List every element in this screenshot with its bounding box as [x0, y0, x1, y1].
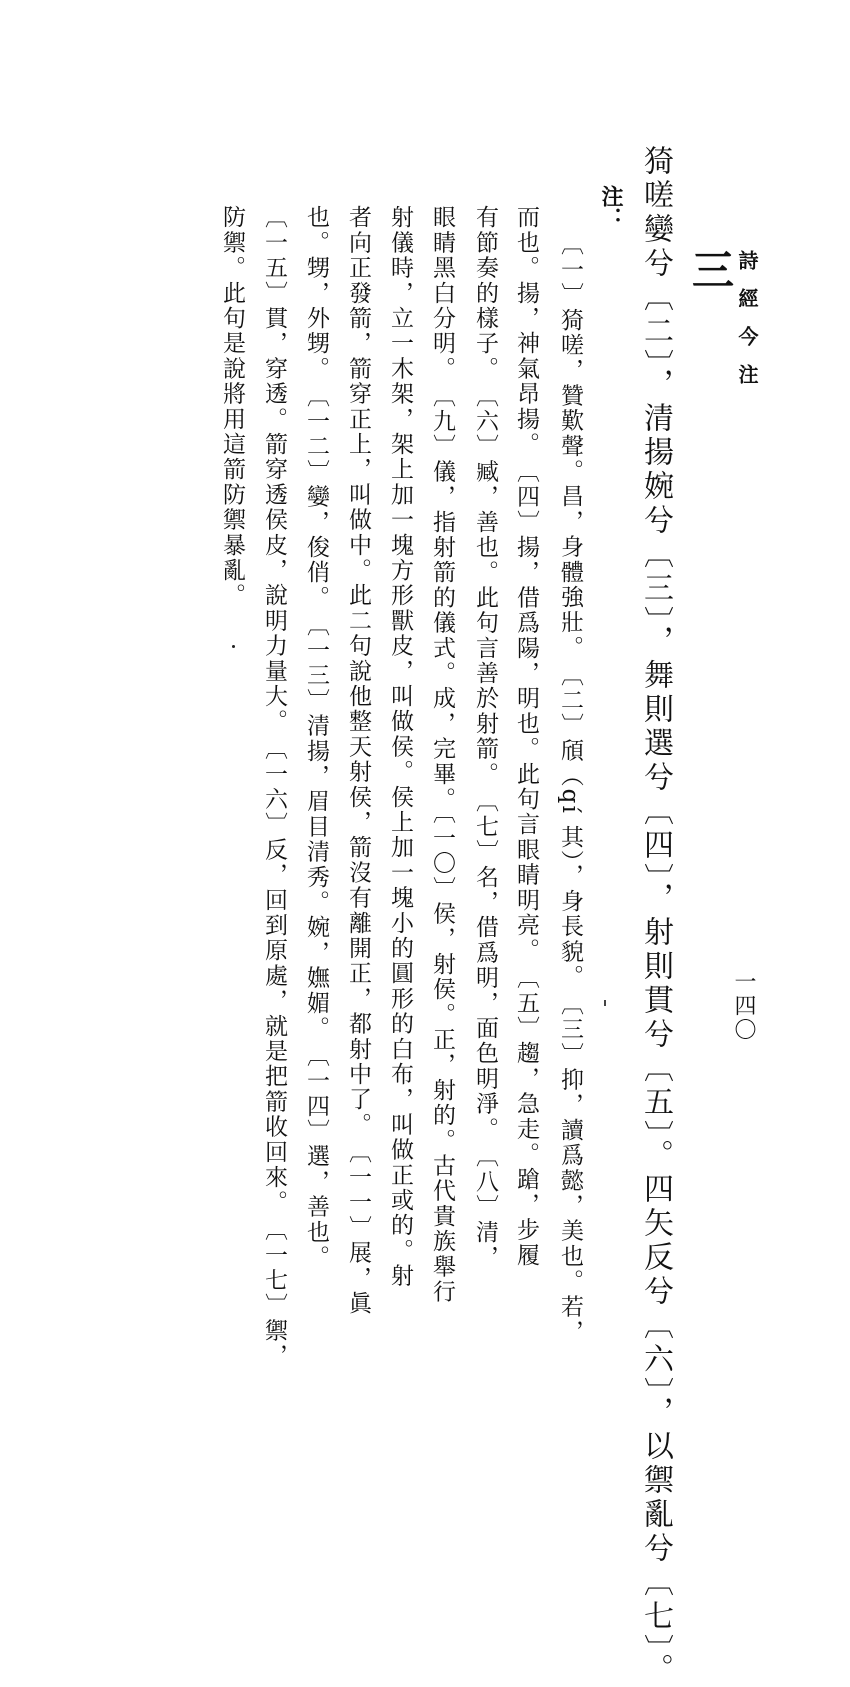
section-number: 三 [686, 248, 735, 290]
print-speck [604, 1000, 606, 1006]
note-column: 也。甥，外甥。 〔一二〕孌，俊俏。 〔一三〕清揚，眉目清秀。婉，嫵媚。 〔一四〕選，善也。 [303, 205, 329, 1270]
note-column: 防禦。此句是說將用這箭防禦暴亂。 [219, 205, 245, 609]
note-column: 射儀時，立一木架，架上加一塊方形獸皮，叫做侯。侯上加一塊小的圓形的白布，叫做正或的。射 [387, 205, 413, 1289]
print-speck [232, 645, 235, 648]
page-number: 一四〇 [731, 970, 756, 1042]
note-column: 有節奏的樣子。 〔六〕臧，善也。此句言善於射箭。 〔七〕名，借爲明，面色明淨。 〔八〕清， [472, 205, 498, 1270]
notes-label: 注： [598, 185, 624, 229]
note-column: 而也。揚，神氣昂揚。 〔四〕揚，借爲陽，明也。此句言眼睛明亮。 〔五〕趨，急走。蹌，步履 [513, 205, 539, 1268]
note-column: 〔一五〕貫，穿透。箭穿透侯皮，說明力量大。 〔一六〕反，回到原處，就是把箭收回來。 〔一七〕禦， [261, 205, 287, 1369]
note-column: 〔一〕猗嗟，贊歎聲。昌，身體強壯。 〔二〕頎（qí 其），身長貌。 〔三〕抑，讀爲懿，美也。若， [557, 232, 583, 1345]
note-column: 者向正發箭，箭穿正上，叫做中。此二句說他整天射侯，箭沒有離開正，都射中了。 〔一一〕展，眞 [345, 205, 371, 1316]
note-column: 眼睛黑白分明。 〔九〕儀，指射箭的儀式。成，完畢。〔一〇〕侯，射侯。正，射的。古代貴族舉行 [429, 205, 455, 1305]
poem-stanza-line: 猗嗟孌兮〔二〕，清揚婉兮〔三〕，舞則選兮〔四〕，射則貫兮〔五〕。四矢反兮〔六〕，以禦亂兮〔七〕。 [638, 145, 673, 1687]
running-title: 詩經今注 [735, 250, 759, 402]
